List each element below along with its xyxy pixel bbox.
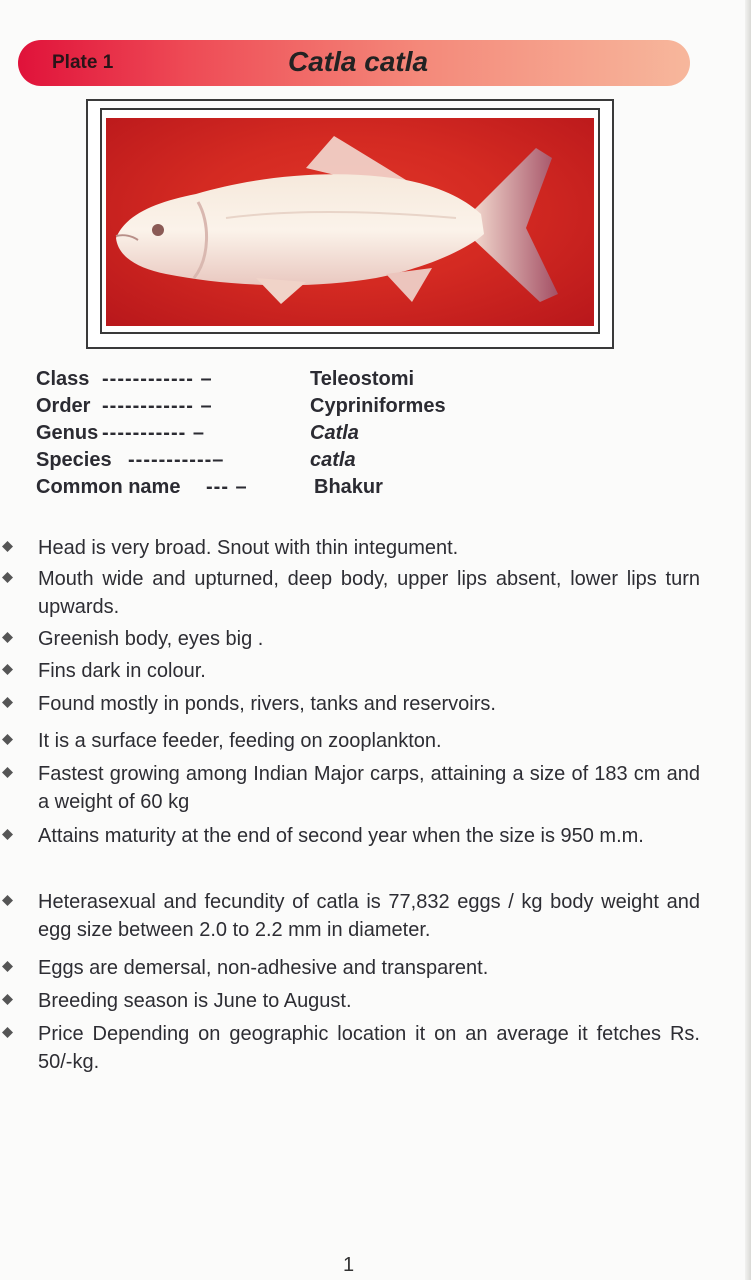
list-item-text: Fins dark in colour. <box>38 660 206 682</box>
diamond-bullet-icon <box>2 664 13 675</box>
taxonomy-label: Order <box>36 395 91 417</box>
diamond-bullet-icon <box>2 697 13 708</box>
diamond-bullet-icon <box>2 994 13 1005</box>
plate-title: Catla catla <box>288 46 429 77</box>
taxonomy-label: Class <box>36 368 90 390</box>
taxonomy-row-species <box>36 449 636 475</box>
list-item-text: It is a surface feeder, feeding on zooplankton. <box>38 730 442 752</box>
taxonomy-dashes: --- – <box>206 476 248 498</box>
diamond-bullet-icon <box>2 572 13 583</box>
diamond-bullet-icon <box>2 632 13 643</box>
taxonomy-dashes: ------------ – <box>102 395 213 417</box>
list-item-text: Heterasexual and fecundity of catla is 77,832 eggs / kg body weight and egg size between 2.0 to 2.2 mm in diameter. <box>38 891 700 941</box>
page-edge <box>745 0 751 1280</box>
list-item-text: Breeding season is June to August. <box>38 990 352 1012</box>
taxonomy-row-class <box>36 368 636 394</box>
taxonomy-value: Catla <box>310 422 359 444</box>
diamond-bullet-icon <box>2 541 13 552</box>
list-item-text: Mouth wide and upturned, deep body, upper lips absent, lower lips turn upwards. <box>38 568 700 618</box>
taxonomy-dashes: ------------ – <box>102 368 213 390</box>
taxonomy-value: Teleostomi <box>310 368 415 390</box>
taxonomy-dashes: ----------- – <box>102 422 205 444</box>
list-item-text: Eggs are demersal, non-adhesive and transparent. <box>38 957 489 979</box>
taxonomy-row-common-name <box>36 476 636 502</box>
list-item-text: Fastest growing among Indian Major carps, attaining a size of 183 cm and a weight of 60 kg <box>38 763 700 813</box>
plate-label: Plate 1 <box>52 52 114 73</box>
diamond-bullet-icon <box>2 1027 13 1038</box>
taxonomy-row-order <box>36 395 636 421</box>
diamond-bullet-icon <box>2 734 13 745</box>
list-item-text: Found mostly in ponds, rivers, tanks and reservoirs. <box>38 693 496 715</box>
taxonomy-value: Cypriniformes <box>310 395 446 417</box>
taxonomy-label: Common name <box>36 476 181 498</box>
diamond-bullet-icon <box>2 895 13 906</box>
taxonomy-label: Species <box>36 449 112 471</box>
taxonomy-value: catla <box>310 449 356 471</box>
taxonomy-row-genus <box>36 422 636 448</box>
taxonomy-value: Bhakur <box>314 476 383 498</box>
list-item-text: Greenish body, eyes big . <box>38 628 264 650</box>
list-item-text: Price Depending on geographic location it on an average it fetches Rs. 50/-kg. <box>38 1023 700 1073</box>
fish-photo <box>106 118 594 326</box>
diamond-bullet-icon <box>2 961 13 972</box>
taxonomy-label: Genus <box>36 422 99 444</box>
diamond-bullet-icon <box>2 767 13 778</box>
page-number: 1 <box>343 1254 355 1276</box>
taxonomy-dashes: -----------– <box>128 449 225 471</box>
list-item-text: Head is very broad. Snout with thin integument. <box>38 537 459 559</box>
diamond-bullet-icon <box>2 829 13 840</box>
list-item-text: Attains maturity at the end of second year when the size is 950 m.m. <box>38 825 644 847</box>
